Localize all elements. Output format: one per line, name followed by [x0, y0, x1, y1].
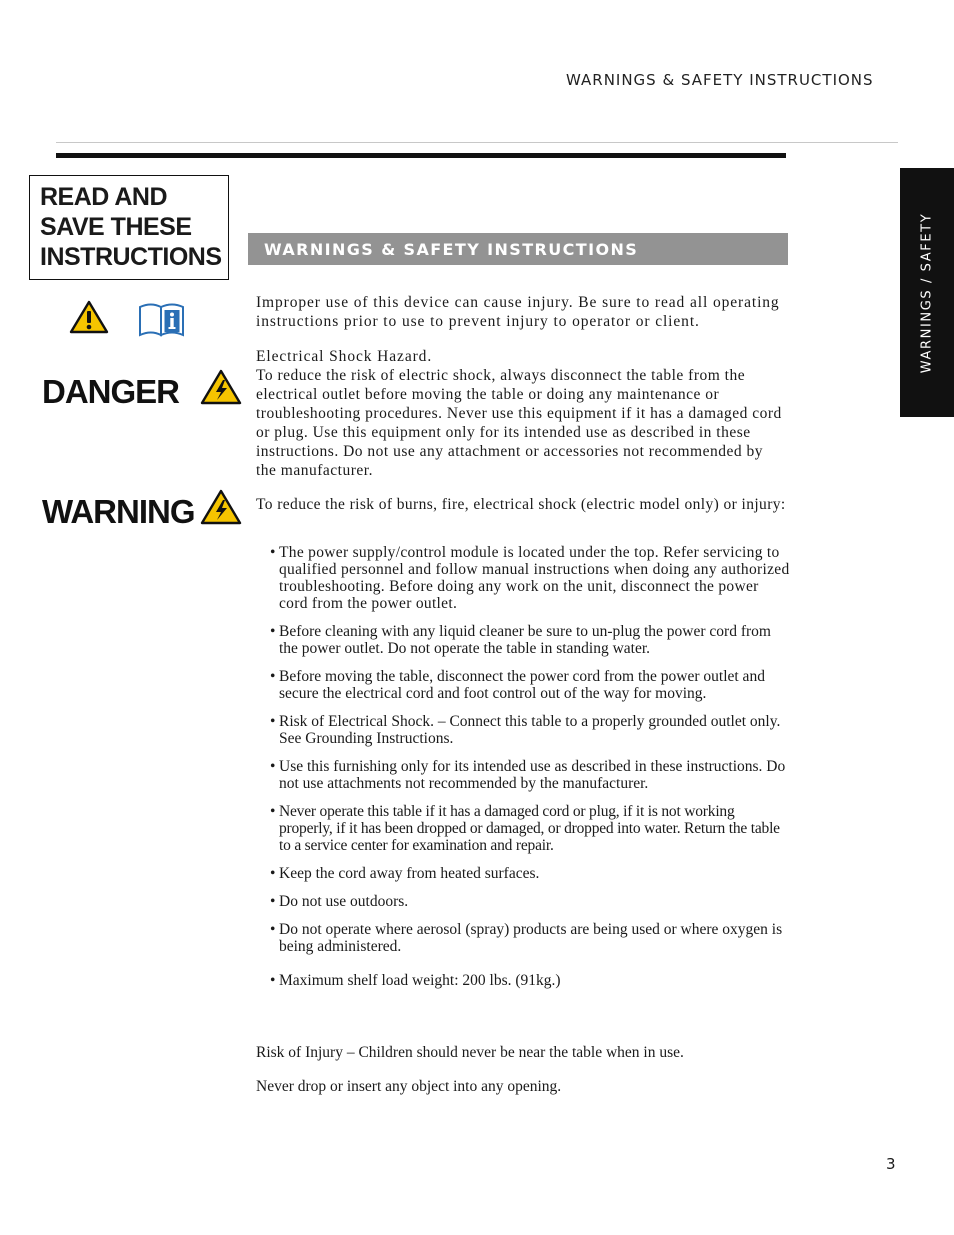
- side-tab-label: WARNINGS / SAFETY: [919, 212, 935, 373]
- danger-label: DANGER: [42, 373, 180, 410]
- read-box-line: INSTRUCTIONS: [40, 243, 222, 271]
- electrical-heading: Electrical Shock Hazard.: [256, 348, 433, 365]
- burns-intro: To reduce the risk of burns, fire, electrical shock (electric model only) or injury:: [256, 496, 786, 513]
- caution-exclamation-icon: [69, 300, 109, 334]
- list-item: • The power supply/control module is located under the top. Refer servicing to qualified personnel and follow manual instructions when doing any authorized troubleshooting. Before doing any work on the unit, disconnect the power cord from the power outlet.: [270, 544, 790, 612]
- list-item: • Before cleaning with any liquid cleaner be sure to un-plug the power cord from the power outlet. Do not operate the table in standing water.: [270, 623, 790, 657]
- electric-hazard-icon: [200, 489, 242, 525]
- page-number: 3: [886, 1155, 896, 1173]
- section-divider: [56, 153, 786, 158]
- list-item: • Do not operate where aerosol (spray) products are being used or where oxygen is being administered.: [270, 921, 790, 955]
- header-rule: [56, 142, 898, 143]
- electric-hazard-icon: [200, 369, 242, 405]
- section-title-bar: [248, 233, 788, 265]
- read-and-save-box: [29, 175, 229, 280]
- list-item: • Before moving the table, disconnect the power cord from the power outlet and secure the electrical cord and foot control out of the way for moving.: [270, 668, 790, 702]
- risk-of-injury-text: Risk of Injury – Children should never be near the table when in use.: [256, 1044, 684, 1061]
- safety-bullet-list: [270, 544, 790, 989]
- section-title: WARNINGS & SAFETY INSTRUCTIONS: [264, 240, 639, 259]
- warning-label: WARNING: [42, 493, 195, 530]
- running-header: WARNINGS & SAFETY INSTRUCTIONS: [566, 71, 874, 89]
- intro-paragraph: Improper use of this device can cause injury. Be sure to read all operating instructions prior to use to prevent injury to operator or client.: [256, 294, 780, 330]
- list-item: • Maximum shelf load weight: 200 lbs. (91kg.): [270, 972, 790, 989]
- read-box-line: SAVE THESE: [40, 213, 192, 241]
- read-manual-info-icon: [137, 302, 187, 337]
- list-item: • Keep the cord away from heated surfaces.: [270, 865, 790, 882]
- list-item: • Use this furnishing only for its intended use as described in these instructions. Do not use attachments not recommended by the manufacturer.: [270, 758, 790, 792]
- list-item: • Never operate this table if it has a damaged cord or plug, if it is not working properly, if it has been dropped or damaged, or dropped into water. Return the table to a service center for examination and repair.: [270, 803, 790, 854]
- electrical-paragraph: To reduce the risk of electric shock, always disconnect the table from the electrical outlet before moving the table or doing any maintenance or troubleshooting procedures. Never use this equipment if it has a damaged cord or plug. Use this equipment only for its intended use as described in these instructions. Do not use any attachment or accessories not recommended by the manufacturer.: [256, 367, 782, 479]
- list-item: • Do not use outdoors.: [270, 893, 790, 910]
- side-section-tab: [900, 168, 954, 417]
- list-item: • Risk of Electrical Shock. – Connect this table to a properly grounded outlet only. See Grounding Instructions.: [270, 713, 790, 747]
- never-drop-text: Never drop or insert any object into any opening.: [256, 1078, 562, 1095]
- read-box-line: READ AND: [40, 183, 168, 211]
